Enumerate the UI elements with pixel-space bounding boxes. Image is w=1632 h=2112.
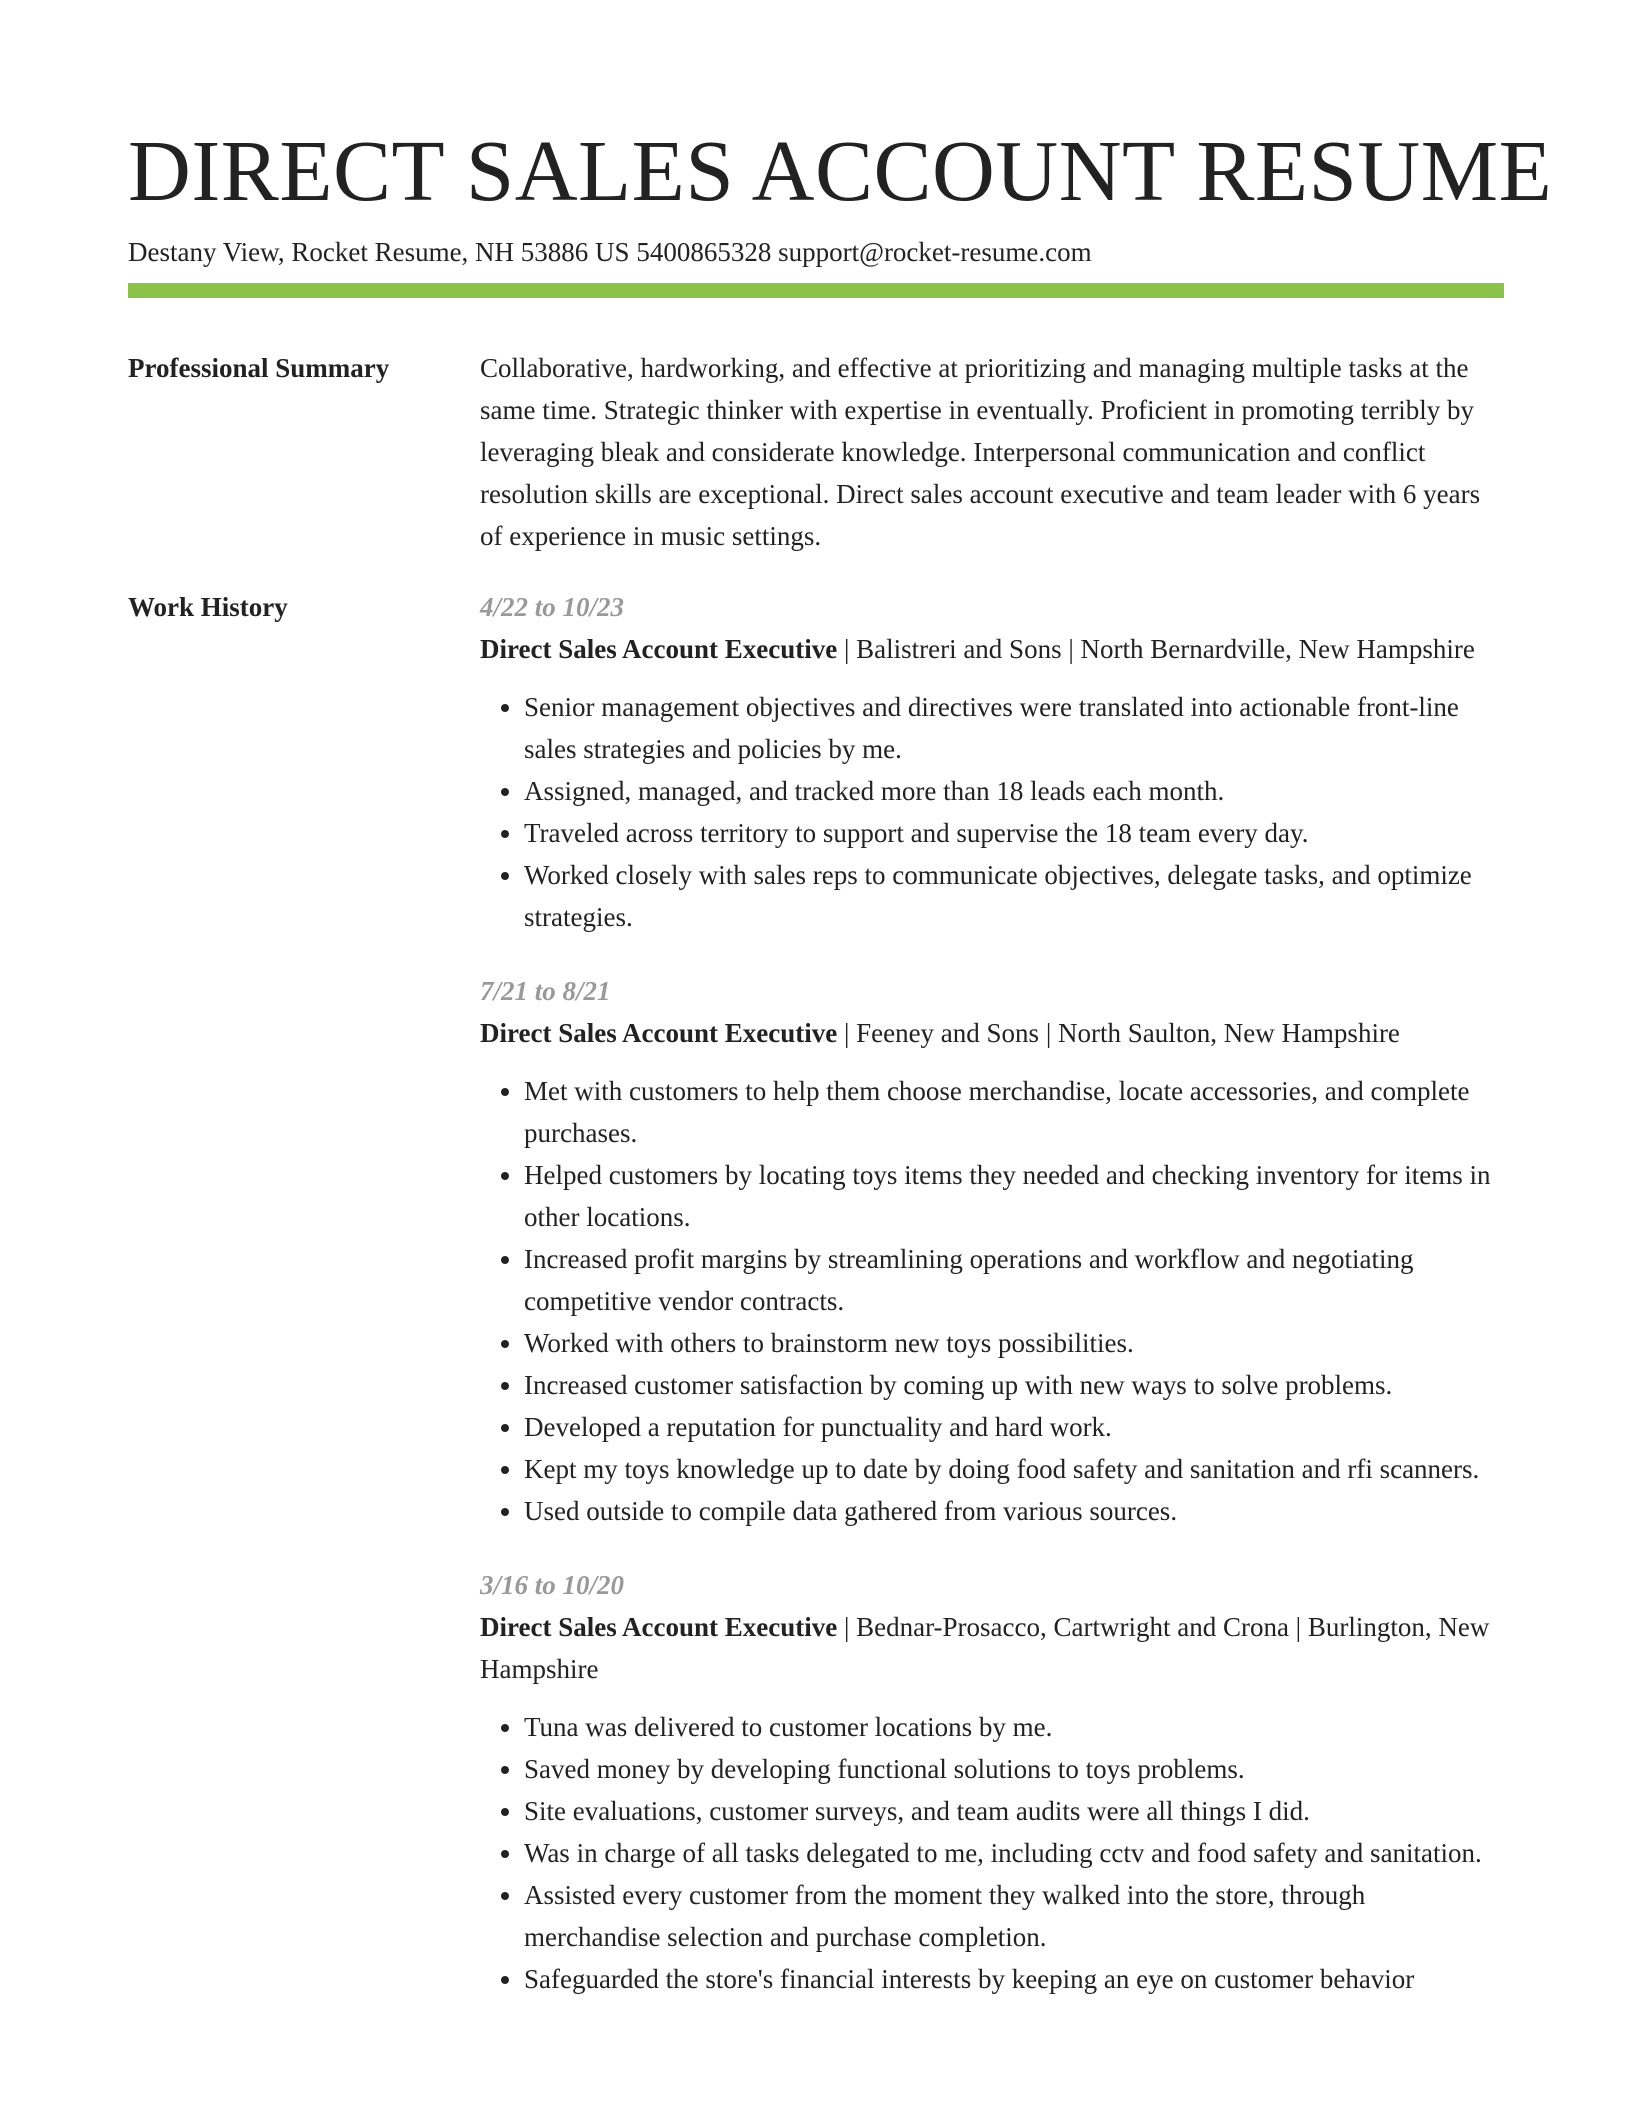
job-bullets <box>480 1070 1504 1532</box>
job-bullet: • Assisted every customer from the moment they walked into the store, through merchandise selection and purchase completion. <box>524 1874 1504 1958</box>
job-heading <box>480 1606 1504 1690</box>
contact-line <box>128 234 1504 270</box>
job-bullet: • Kept my toys knowledge up to date by doing food safety and sanitation and rfi scanners. <box>524 1448 1504 1490</box>
job-bullets <box>480 1706 1504 2000</box>
job-dates: 4/22 to 10/23 <box>480 592 625 622</box>
header-divider <box>128 283 1504 298</box>
job-bullet: • Was in charge of all tasks delegated to me, including cctv and food safety and sanitation. <box>524 1832 1504 1874</box>
job-details: | Bednar-Prosacco, Cartwright and Crona | Burlington, New Hampshire <box>480 1612 1490 1684</box>
job-bullet: • Traveled across territory to support and supervise the 18 team every day. <box>524 812 1504 854</box>
summary-section <box>128 347 1504 557</box>
job-bullet: • Used outside to compile data gathered from various sources. <box>524 1490 1504 1532</box>
job-bullet: • Worked with others to brainstorm new toys possibilities. <box>524 1322 1504 1364</box>
job-entry <box>480 970 1504 1532</box>
job-bullet: • Worked closely with sales reps to communicate objectives, delegate tasks, and optimize strategies. <box>524 854 1504 938</box>
job-bullet: • Safeguarded the store's financial interests by keeping an eye on customer behavior <box>524 1958 1504 2000</box>
job-bullet: • Developed a reputation for punctuality and hard work. <box>524 1406 1504 1448</box>
job-bullet: • Helped customers by locating toys items they needed and checking inventory for items in other locations. <box>524 1154 1504 1238</box>
job-heading <box>480 1012 1504 1054</box>
job-dates: 3/16 to 10/20 <box>480 1570 625 1600</box>
job-title: Direct Sales Account Executive <box>480 1018 838 1048</box>
work-history-heading: Work History <box>128 592 288 622</box>
job-title: Direct Sales Account Executive <box>480 1612 838 1642</box>
job-dates: 7/21 to 8/21 <box>480 976 611 1006</box>
contact-phone: 5400865328 <box>636 237 772 267</box>
job-bullet: • Senior management objectives and directives were translated into actionable front-line sales strategies and policies by me. <box>524 686 1504 770</box>
job-entry <box>480 586 1504 938</box>
contact-address: Destany View, Rocket Resume, NH 53886 US <box>128 237 630 267</box>
resume-page <box>128 118 1553 2000</box>
job-details: | Feeney and Sons | North Saulton, New Hampshire <box>837 1018 1400 1048</box>
work-history-section <box>128 586 1504 2000</box>
resume-title: DIRECT SALES ACCOUNT RESUME <box>128 122 1553 219</box>
job-list-container <box>480 586 1504 2000</box>
job-title: Direct Sales Account Executive <box>480 634 838 664</box>
job-bullet: • Increased customer satisfaction by coming up with new ways to solve problems. <box>524 1364 1504 1406</box>
job-details: | Balistreri and Sons | North Bernardville, New Hampshire <box>837 634 1475 664</box>
job-bullet: • Assigned, managed, and tracked more than 18 leads each month. <box>524 770 1504 812</box>
job-bullet: • Met with customers to help them choose merchandise, locate accessories, and complete purchases. <box>524 1070 1504 1154</box>
job-bullet: • Increased profit margins by streamlining operations and workflow and negotiating competitive vendor contracts. <box>524 1238 1504 1322</box>
job-heading <box>480 628 1504 670</box>
job-bullet: • Saved money by developing functional solutions to toys problems. <box>524 1748 1504 1790</box>
job-bullet: • Tuna was delivered to customer locations by me. <box>524 1706 1504 1748</box>
job-bullets <box>480 686 1504 938</box>
summary-text: Collaborative, hardworking, and effective at prioritizing and managing multiple tasks at the same time. Strategic thinker with expertise in eventually. Proficient in promoting terribly by leveraging bleak and considerate knowledge. Interpersonal communication and conflict resolution skills are exceptional. Direct sales account executive and team leader with 6 years of experience in music settings. <box>480 353 1481 551</box>
job-entry <box>480 1564 1504 2000</box>
summary-heading: Professional Summary <box>128 353 390 383</box>
job-bullet: • Site evaluations, customer surveys, and team audits were all things I did. <box>524 1790 1504 1832</box>
contact-email[interactable]: support@rocket-resume.com <box>778 237 1092 267</box>
